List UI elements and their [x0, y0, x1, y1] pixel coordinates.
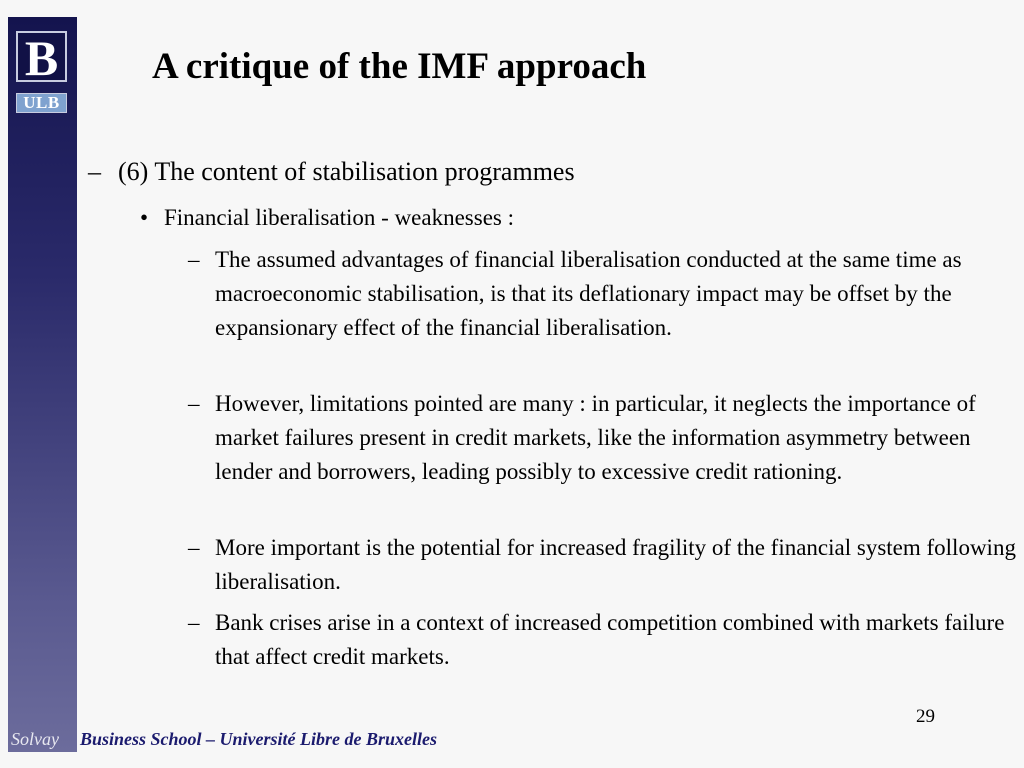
- heading-item: [88, 156, 575, 187]
- page-number: 29: [916, 706, 935, 727]
- subheading-text: Financial liberalisation - weaknesses :: [164, 205, 515, 230]
- point-item: [188, 606, 1018, 674]
- point-text: Bank crises arise in a context of increased competition combined with markets failure that affect credit markets.: [215, 610, 1005, 669]
- footer-solvay: Solvay: [11, 729, 59, 749]
- bullet-marker: •: [140, 205, 149, 230]
- footer: [0, 726, 1024, 756]
- point-item: [188, 531, 1018, 599]
- point-item: [188, 387, 1018, 489]
- dash-marker: –: [188, 610, 200, 635]
- point-text: However, limitations pointed are many : in particular, it neglects the importance of market failures present in credit markets, like the information asymmetry between lender and borrowers, leading possibly to excessive credit rationing.: [215, 391, 976, 484]
- point-text: The assumed advantages of financial liberalisation conducted at the same time as macroeconomic stabilisation, is that its deflationary impact may be offset by the expansionary effect of the financial liberalisation.: [215, 247, 962, 340]
- ulb-logo: ULB: [16, 93, 67, 113]
- school-logo: [16, 29, 67, 86]
- sidebar-band: [8, 17, 77, 752]
- footer-school-name: Business School – Université Libre de Bruxelles: [80, 729, 438, 749]
- logo-letter: B: [24, 29, 59, 86]
- dash-marker: –: [188, 535, 200, 560]
- dash-marker: –: [188, 247, 200, 272]
- point-item: [188, 243, 1018, 345]
- subheading-item: [140, 204, 514, 232]
- point-text: More important is the potential for increased fragility of the financial system following liberalisation.: [215, 535, 1016, 594]
- slide-title: A critique of the IMF approach: [152, 46, 647, 87]
- dash-marker: –: [88, 157, 101, 186]
- heading-text: (6) The content of stabilisation programmes: [118, 157, 575, 186]
- dash-marker: –: [188, 391, 200, 416]
